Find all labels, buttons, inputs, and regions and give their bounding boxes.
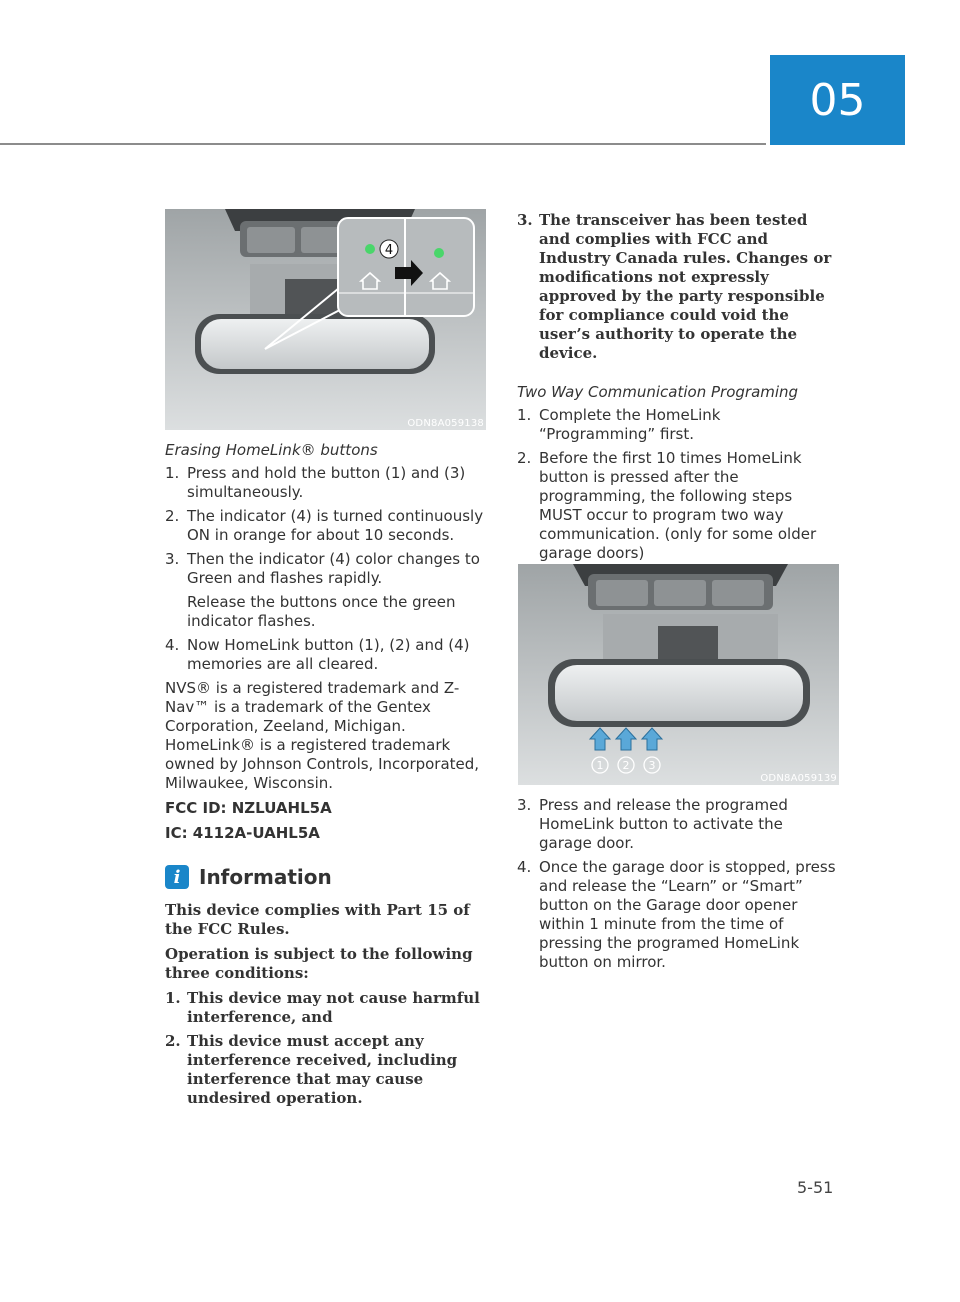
right-column xyxy=(517,211,839,568)
page-number: 5-51 xyxy=(797,1178,834,1197)
information-heading xyxy=(165,865,485,889)
figure-code: ODN8A059139 xyxy=(760,773,837,784)
info-paragraph: This device complies with Part 15 of the FCC Rules. xyxy=(165,901,470,938)
list-item: 1. This device may not cause harmful interference, and xyxy=(165,989,480,1026)
list-item: 3. Then the indicator (4) color changes to Green and flashes rapidly. Release the buttons once the green indicator flashes. xyxy=(165,550,485,631)
callout-4-label: 4 xyxy=(384,243,394,258)
figure-code: ODN8A059138 xyxy=(407,418,484,429)
trademark-notice: NVS® is a registered trademark and Z-Nav™ is a trademark of the Gentex Corporation, Zeeland, Michigan. HomeLink® is a registered trademark owned by Johnson Controls, Incorporated, Milwaukee, Wisconsin. xyxy=(165,679,480,792)
list-item: 1. Complete the HomeLink “Programming” first. xyxy=(517,406,721,443)
list-item: 4. Once the garage door is stopped, press and release the “Learn” or “Smart” button on the Garage door opener within 1 minute from the time of pressing the programed HomeLink button on mirror. xyxy=(517,858,836,971)
header-rule xyxy=(0,143,766,145)
list-item: 2. The indicator (4) is turned continuously ON in orange for about 10 seconds. xyxy=(165,507,484,544)
list-item: 1. Press and hold the button (1) and (3) simultaneously. xyxy=(165,464,466,501)
information-title: Information xyxy=(199,864,332,889)
section-subtitle: Two Way Communication Programing xyxy=(517,383,799,401)
fcc-id: FCC ID: NZLUAHL5A xyxy=(165,799,332,817)
left-column xyxy=(165,441,485,1113)
list-item: 4. Now HomeLink button (1), (2) and (4) memories are all cleared. xyxy=(165,636,470,673)
list-item-note: Release the buttons once the green indicator flashes. xyxy=(187,593,456,630)
figure-two-way xyxy=(518,564,839,785)
mirror-illustration-2 xyxy=(518,564,839,785)
right-column-lower xyxy=(517,796,839,977)
ic-id: IC: 4112A-UAHL5A xyxy=(165,824,320,842)
list-item: 2. This device must accept any interference received, including interference that may cause undesired operation. xyxy=(165,1032,458,1107)
section-caption: Erasing HomeLink® buttons xyxy=(165,441,378,459)
chapter-number: 05 xyxy=(809,74,866,126)
list-item: 2. Before the first 10 times HomeLink button is pressed after the programming, the following steps MUST occur to program two way communication. (only for some older garage doors) xyxy=(517,449,817,562)
label-2: 2 xyxy=(622,759,630,772)
mirror-illustration-1 xyxy=(165,209,486,430)
information-icon: i xyxy=(165,865,189,889)
info-paragraph: Operation is subject to the following three conditions: xyxy=(165,945,473,982)
figure-erase-homelink xyxy=(165,209,486,430)
chapter-tab xyxy=(770,55,905,145)
list-item: 3. Press and release the programed HomeLink button to activate the garage door. xyxy=(517,796,788,852)
list-item: 3. The transceiver has been tested and complies with FCC and Industry Canada rules. Changes or modifications not expressly approved by the party responsible for compliance could void the user’s authority to operate the device. xyxy=(517,211,832,362)
label-3: 3 xyxy=(648,759,656,772)
label-1: 1 xyxy=(596,759,604,772)
